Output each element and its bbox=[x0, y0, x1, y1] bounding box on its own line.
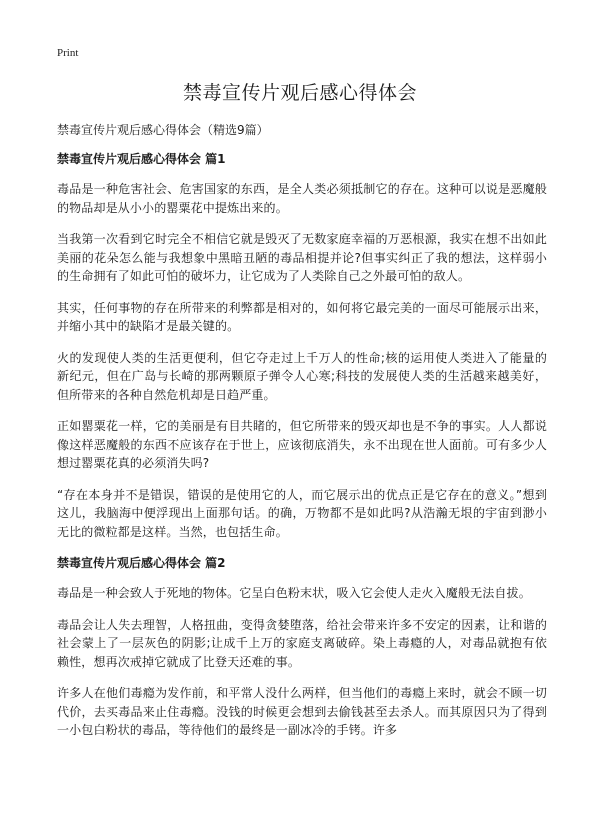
paragraph: 许多人在他们毒瘾为发作前，和平常人没什么两样，但当他们的毒瘾上来时，就会不顾一切代价，去买毒品来止住毒瘾。没钱的时候更会想到去偷钱甚至去杀人。而其原因只为了得到一小包白粉状的毒品，等待他们的最终是一副冰冷的手铐。许多 bbox=[57, 686, 547, 737]
document-title: 禁毒宣传片观后感心得体会 bbox=[182, 82, 417, 104]
paragraph: 当我第一次看到它时完全不相信它就是毁灭了无数家庭幸福的万恶根源，我实在想不出如此美丽的花朵怎么能与我想象中黑暗丑陋的毒品相提并论?但事实纠正了我的想法，这样弱小的生命拥有了如此可怕的破坏力，让它成为了人类除自己之外最可怕的敌人。 bbox=[57, 232, 547, 283]
document-content bbox=[57, 150, 547, 753]
section-1 bbox=[57, 150, 547, 541]
paragraph: 毒品是一种会致人于死地的物体。它呈白色粉末状，吸入它会使人走火入魔般无法自拔。 bbox=[57, 586, 531, 600]
paragraph: “存在本身并不是错误，错误的是使用它的人，而它展示出的优点正是它存在的意义。”想到这儿，我脑海中便浮现出上面那句话。的确，万物都不是如此吗?从浩瀚无垠的宇宙到渺小无比的微粒都是这样。当然，也包括生命。 bbox=[57, 487, 547, 539]
paragraph: 正如罂粟花一样，它的美丽是有目共睹的，但它所带来的毁灭却也是不争的事实。人人都说像这样恶魔般的东西不应该存在于世上，应该彻底消失，永不出现在世人面前。可有多少人想过罂粟花真的必须消失吗? bbox=[57, 419, 547, 470]
section-heading: 禁毒宣传片观后感心得体会 篇1 bbox=[57, 152, 226, 166]
paragraph: 毒品是一种危害社会、危害国家的东西，是全人类必须抵制它的存在。这种可以说是恶魔般的物品却是从小小的罂粟花中提炼出来的。 bbox=[57, 182, 547, 215]
section-2 bbox=[57, 554, 547, 740]
print-link[interactable]: Print bbox=[57, 47, 79, 59]
paragraph: 毒品会让人失去理智，人格扭曲，变得贪婪堕落，给社会带来许多不安定的因素，让和谐的社会蒙上了一层灰色的阴影;让成千上万的家庭支离破碎。染上毒瘾的人，对毒品就抱有依赖性，想再次戒掉它就成了比登天还难的事。 bbox=[57, 617, 547, 669]
paragraph: 火的发现使人类的生活更便利，但它夺走过上千万人的性命;核的运用使人类进入了能量的新纪元，但在广岛与长崎的那两颗原子弹令人心寒;科技的发展使人类的生活越来越美好，但所带来的各种自然危机却是日趋严重。 bbox=[57, 350, 547, 402]
document-subtitle: 禁毒宣传片观后感心得体会（精选9篇） bbox=[57, 123, 269, 137]
paragraph: 其实，任何事物的存在所带来的利弊都是相对的，如何将它最完美的一面尽可能展示出来，并缩小其中的缺陷才是最关键的。 bbox=[57, 300, 547, 333]
section-heading: 禁毒宣传片观后感心得体会 篇2 bbox=[57, 556, 226, 570]
